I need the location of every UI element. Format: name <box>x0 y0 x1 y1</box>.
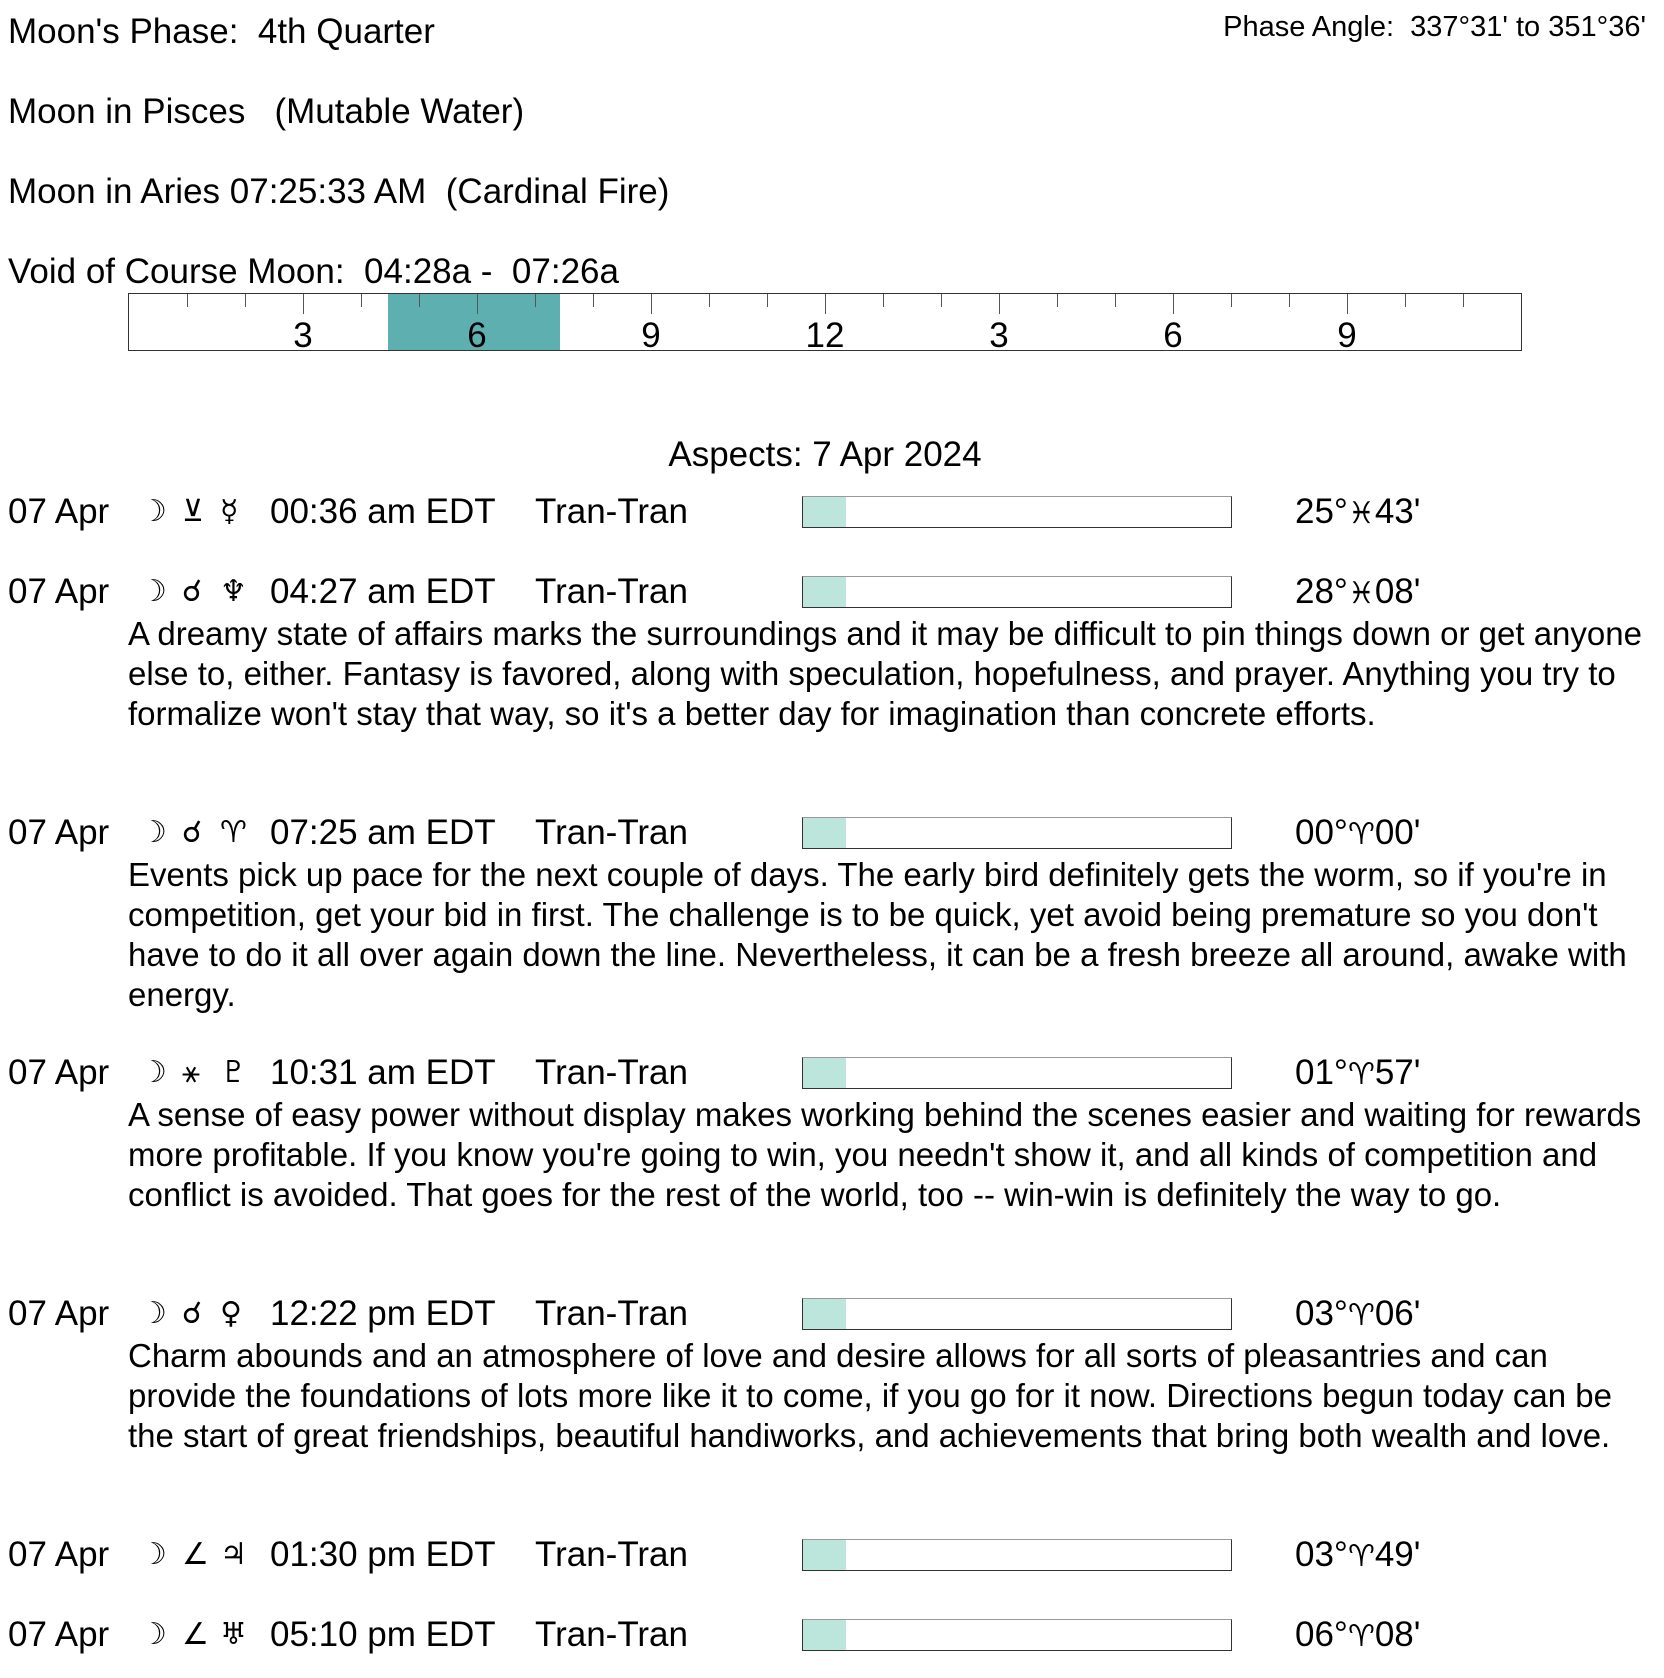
aspect-position <box>1295 1617 1420 1652</box>
aspect-date: 07 Apr <box>8 813 110 852</box>
timeline-label: 9 <box>1337 316 1357 355</box>
aspect-time: 10:31 am EDT <box>270 1053 496 1092</box>
timeline-tick <box>245 294 246 307</box>
pluto-icon: ♇ <box>220 1055 247 1090</box>
aspect-row <box>0 815 1664 855</box>
aspect-strength-fill <box>803 577 846 607</box>
position-minutes: 49' <box>1374 1535 1421 1574</box>
neptune-icon: ♆ <box>220 574 247 609</box>
timeline-tick <box>1057 294 1058 307</box>
position-minutes: 57' <box>1374 1053 1421 1092</box>
aspect-type: Tran-Tran <box>535 572 688 611</box>
aspect-entry <box>0 1617 1664 1657</box>
aspect-row <box>0 1296 1664 1336</box>
aspect-description: Events pick up pace for the next couple of days. The early bird definitely gets the worm, so if you're in competition, get your bid in first. The challenge is to be quick, yet avoid being premature so you don't have to do it all over again down the line. Nevertheless, it can be a fresh breeze all around, awake with energy. <box>128 856 1627 1013</box>
aspect-time: 05:10 pm EDT <box>270 1615 496 1654</box>
conjunction-icon: ☌ <box>182 815 203 850</box>
aspect-time: 07:25 am EDT <box>270 813 496 852</box>
aspect-strength-fill <box>803 818 846 848</box>
moon-sign-aries: Moon in Aries 07:25:33 AM (Cardinal Fire) <box>8 172 670 211</box>
aspect-strength-bar <box>802 1057 1232 1089</box>
position-minutes: 08' <box>1374 572 1421 611</box>
timeline-tick <box>1231 294 1232 307</box>
aspect-entry <box>0 494 1664 534</box>
zodiac-sign-icon: ♓ <box>1347 496 1375 531</box>
mercury-icon: ☿ <box>220 494 239 529</box>
timeline-tick <box>651 294 652 314</box>
aspect-entry <box>0 574 1664 734</box>
moon-icon: ☽ <box>140 1617 167 1652</box>
aspect-description: Charm abounds and an atmosphere of love and desire allows for all sorts of pleasantries and can provide the foundations of lots more like it to come, if you go for it now. Directions begun today can be the start of great friendships, beautiful handiworks, and achievements that bring both wealth and love. <box>128 1337 1613 1454</box>
conjunction-icon: ☌ <box>182 1296 203 1331</box>
aspects-title: Aspects: 7 Apr 2024 <box>668 435 982 474</box>
aspect-entry <box>0 1537 1664 1577</box>
sextile-icon: ⚹ <box>182 1055 200 1090</box>
timeline-tick <box>535 294 536 307</box>
timeline-label: 6 <box>1163 316 1183 355</box>
aspect-strength-fill <box>803 497 846 527</box>
position-degrees: 00° <box>1295 813 1348 852</box>
position-degrees: 01° <box>1295 1053 1348 1092</box>
semisquare-icon: ∠ <box>182 1537 209 1572</box>
aspect-description: A dreamy state of affairs marks the surroundings and it may be difficult to pin things down or get anyone else to, either. Fantasy is favored, along with speculation, hopefulness, and prayer. Anything you try to formalize won't stay that way, so it's a better day for imagination than concrete efforts. <box>128 615 1642 732</box>
timeline-label: 3 <box>989 316 1009 355</box>
semisquare-icon: ∠ <box>182 1617 209 1652</box>
timeline-label: 12 <box>805 316 845 355</box>
timeline-tick <box>419 294 420 307</box>
aspect-strength-fill <box>803 1299 846 1329</box>
timeline-tick <box>1115 294 1116 307</box>
timeline-tick <box>941 294 942 307</box>
aspect-type: Tran-Tran <box>535 1053 688 1092</box>
timeline-tick <box>825 294 826 314</box>
void-of-course: Void of Course Moon: 04:28a - 07:26a <box>8 252 619 291</box>
aspect-strength-bar <box>802 817 1232 849</box>
aspect-strength-fill <box>803 1058 846 1088</box>
timeline-tick <box>1347 294 1348 314</box>
aspect-entry <box>0 1296 1664 1456</box>
conjunction-icon: ☌ <box>182 574 203 609</box>
timeline-label: 6 <box>467 316 487 355</box>
aspect-row <box>0 1617 1664 1657</box>
aspect-strength-fill <box>803 1620 846 1650</box>
aspect-row <box>0 494 1664 534</box>
aspect-position <box>1295 1296 1420 1331</box>
phase-angle: Phase Angle: 337°31' to 351°36' <box>1223 11 1646 43</box>
position-degrees: 03° <box>1295 1535 1348 1574</box>
timeline-tick <box>709 294 710 307</box>
aspect-row <box>0 1055 1664 1095</box>
position-degrees: 06° <box>1295 1615 1348 1654</box>
aspect-date: 07 Apr <box>8 1615 110 1654</box>
timeline-tick <box>1463 294 1464 307</box>
timeline-tick <box>1173 294 1174 314</box>
void-of-course-timeline <box>128 293 1522 355</box>
timeline-label: 3 <box>293 316 313 355</box>
timeline-label: 9 <box>641 316 661 355</box>
moon-phase: Moon's Phase: 4th Quarter <box>8 12 435 51</box>
timeline-tick <box>1405 294 1406 307</box>
aspect-strength-bar <box>802 576 1232 608</box>
moon-icon: ☽ <box>140 1296 167 1331</box>
aspect-description: A sense of easy power without display makes working behind the scenes easier and waiting for rewards more profitable. If you know you're going to win, you needn't show it, and all kinds of competition and conflict is avoided. That goes for the rest of the world, too -- win-win is definitely the way to go. <box>128 1096 1642 1213</box>
zodiac-sign-icon: ♈ <box>1347 1057 1375 1092</box>
uranus-icon: ♅ <box>220 1617 247 1652</box>
aspect-date: 07 Apr <box>8 492 110 531</box>
zodiac-sign-icon: ♈ <box>1347 1539 1375 1574</box>
aspect-strength-bar <box>802 1298 1232 1330</box>
position-minutes: 43' <box>1374 492 1421 531</box>
aspect-row <box>0 1537 1664 1577</box>
timeline-tick <box>883 294 884 307</box>
aspect-time: 04:27 am EDT <box>270 572 496 611</box>
timeline-tick <box>767 294 768 307</box>
aspect-time: 01:30 pm EDT <box>270 1535 496 1574</box>
timeline-tick <box>1289 294 1290 307</box>
aspect-strength-bar <box>802 1539 1232 1571</box>
aspect-date: 07 Apr <box>8 1535 110 1574</box>
aspect-date: 07 Apr <box>8 1294 110 1333</box>
zodiac-sign-icon: ♈ <box>1347 817 1375 852</box>
aspect-row <box>0 574 1664 614</box>
aspect-type: Tran-Tran <box>535 1615 688 1654</box>
moon-icon: ☽ <box>140 1055 167 1090</box>
aspect-type: Tran-Tran <box>535 813 688 852</box>
semisextile-icon: ⊻ <box>182 494 204 529</box>
jupiter-icon: ♃ <box>220 1537 247 1572</box>
aspect-position <box>1295 574 1420 609</box>
zodiac-sign-icon: ♈ <box>1347 1619 1375 1654</box>
timeline-tick <box>593 294 594 307</box>
position-minutes: 06' <box>1374 1294 1421 1333</box>
position-degrees: 03° <box>1295 1294 1348 1333</box>
timeline-tick <box>303 294 304 314</box>
aspect-entry <box>0 1055 1664 1215</box>
zodiac-sign-icon: ♓ <box>1347 576 1375 611</box>
moon-icon: ☽ <box>140 1537 167 1572</box>
aspect-position <box>1295 1055 1420 1090</box>
aspect-strength-fill <box>803 1540 846 1570</box>
aspect-position <box>1295 494 1420 529</box>
position-minutes: 08' <box>1374 1615 1421 1654</box>
moon-icon: ☽ <box>140 574 167 609</box>
aspect-type: Tran-Tran <box>535 1535 688 1574</box>
position-degrees: 25° <box>1295 492 1348 531</box>
aspect-strength-bar <box>802 496 1232 528</box>
aspect-date: 07 Apr <box>8 572 110 611</box>
aspect-type: Tran-Tran <box>535 1294 688 1333</box>
timeline-tick <box>361 294 362 307</box>
timeline-tick <box>999 294 1000 314</box>
aspect-time: 12:22 pm EDT <box>270 1294 496 1333</box>
aries-icon: ♈ <box>220 815 247 850</box>
timeline-tick <box>477 294 478 314</box>
timeline-tick <box>187 294 188 307</box>
position-degrees: 28° <box>1295 572 1348 611</box>
zodiac-sign-icon: ♈ <box>1347 1298 1375 1333</box>
aspect-position <box>1295 1537 1420 1572</box>
aspect-entry <box>0 815 1664 1015</box>
position-minutes: 00' <box>1374 813 1421 852</box>
moon-icon: ☽ <box>140 494 167 529</box>
aspect-position <box>1295 815 1420 850</box>
moon-icon: ☽ <box>140 815 167 850</box>
aspect-time: 00:36 am EDT <box>270 492 496 531</box>
aspect-type: Tran-Tran <box>535 492 688 531</box>
aspect-date: 07 Apr <box>8 1053 110 1092</box>
moon-sign-pisces: Moon in Pisces (Mutable Water) <box>8 92 525 131</box>
venus-icon: ♀ <box>220 1296 242 1331</box>
aspect-strength-bar <box>802 1619 1232 1651</box>
